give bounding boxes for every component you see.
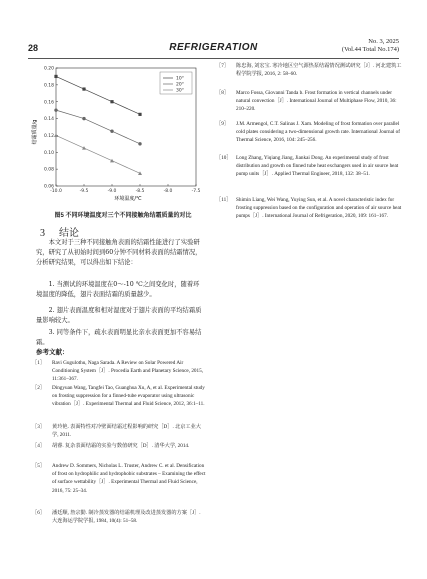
data-point	[138, 171, 142, 175]
x-tick-label: -8.5	[135, 189, 145, 194]
frost-mass-chart	[28, 62, 206, 204]
reference-text: Shimin Liang, Wei Wang, Yuying Sun, et al. A novel characteristic index for frosting suppression based on the configuration and operation of air source heat pumps［J］. International Journal of Refrigeration, 2020, 109: 161–167.	[236, 197, 402, 220]
reference-tag: ［2］	[32, 385, 45, 391]
y-tick-label: 0.10	[43, 150, 54, 156]
reference-tag: ［4］	[32, 443, 45, 449]
data-point	[138, 113, 141, 116]
reference-item	[32, 509, 208, 535]
reference-tag: ［11］	[216, 197, 232, 203]
data-point	[82, 87, 85, 90]
reference-text: Ravi Gugulothu, Naga Sarada. A Review on Solar Powered Air Conditioning System［J］. Procedia Earth and Planetary Science, 2015, 11:361–367.	[52, 360, 203, 383]
reference-item	[32, 442, 208, 460]
paragraph-conclusion-1: 1. 当测试的环境温度在0～-10 ℃之间变化时，随着环境温度的降低，翅片表面结霜的质量越少。	[36, 281, 200, 298]
reference-tag: ［9］	[216, 121, 229, 127]
x-tick-label: -9.5	[79, 189, 89, 194]
legend-label: 30°	[176, 88, 184, 94]
x-tick-label: -10.0	[50, 189, 62, 194]
reference-text: J.M. Armengol, C.T. Salinas J. Xam. Modeling of frost formation over parallel cold plates considering a two-dimensional growth rate. International Journal of Thermal Science, 2016, 104: 245–256.	[236, 121, 400, 144]
x-tick-label: -8.0	[163, 189, 173, 194]
reference-tag: ［7］	[216, 63, 229, 69]
y-tick-label: 0.16	[43, 100, 54, 106]
chart-ylabel: 结霜质量/g	[32, 119, 38, 145]
data-point	[82, 146, 86, 150]
reference-text: 胡睿. 复杂表面结霜的实验与数值研究［D］. 清华大学, 2014.	[52, 443, 190, 449]
y-tick-label: 0.08	[43, 167, 54, 173]
chart-series	[54, 75, 142, 175]
figure-caption: 图5 不同环境温度对三个不同接触角结霜质量的对比	[54, 213, 192, 219]
legend-label: 20°	[176, 82, 184, 88]
page-number: 28	[28, 43, 39, 53]
chart-xlabel: 环境温度/℃	[114, 196, 142, 202]
series-line	[56, 76, 140, 114]
section-number: 3	[40, 228, 45, 239]
reference-tag: ［3］	[32, 424, 45, 430]
reference-tag: ［1］	[32, 360, 45, 366]
data-point	[54, 75, 57, 78]
reference-item	[32, 384, 208, 424]
reference-text: 黄玲艳. 表面特性对冷壁面结霜过程影响的研究［D］. 北京工业大学, 2011.	[52, 424, 201, 439]
x-tick-label: -9.0	[107, 189, 117, 194]
data-point	[110, 130, 113, 133]
issue-number: No. 3, 2025	[368, 38, 399, 45]
y-tick-label: 0.12	[43, 134, 54, 140]
reference-item	[216, 154, 402, 198]
reference-text: Long Zhang, Yiqiang Jiang, Jiankai Dong. An experimental study of frost distribution and growth on finned tube heat exchangers used in air source heat pump units［J］. Applied Thermal Engineer, 2018, 132: 38–51.	[236, 155, 399, 178]
reference-item	[32, 423, 208, 441]
reference-tag: ［10］	[216, 155, 232, 161]
reference-text: 陈忠海, 刘宏宝. 寒冷地区空气源热泵结霜情况测试研究［J］. 河北建筑工程学院学报, 2016, 2: 58–60.	[236, 63, 402, 78]
reference-item	[216, 196, 402, 240]
paragraph-conclusion-2: 2. 翅片表面温度和相对湿度对于翅片表面的平均结霜质量影响较大。	[36, 307, 202, 324]
paragraph-intro: 本文对于三种不同接触角表面的结霜性能进行了实验研究，研究了从初始时间到60分钟不同材料表面的结霜情况，分析研究结果，可以得出如下结论：	[36, 239, 202, 266]
reference-tag: ［8］	[216, 90, 229, 96]
reference-item	[216, 89, 402, 121]
reference-text: Andrew D. Sommers, Nicholas L. Truster, Andrew C. et al. Densification of frost on hydrophilic and hydrophobic substrates – Examining the effect of surface wettability［J］. Experimental Thermal and Fluid Science, 2016, 75: 25–34.	[52, 463, 206, 494]
data-point	[110, 159, 114, 163]
y-tick-label: 0.06	[43, 184, 54, 190]
reference-item	[216, 120, 402, 156]
paragraph-conclusion-3: 3. 同等条件下，疏水表面明显比亲水表面更加不容易结霜。	[36, 329, 202, 346]
series-line	[56, 135, 140, 173]
page-header	[28, 38, 399, 58]
reference-item	[32, 462, 208, 506]
reference-text: Dingyuan Wang, Tangfei Tao, Guanghua Xu, A, et al. Experimental study on frosting suppression for a finned-tube evaporator using ultrasonic vibration［J］. Experimental Thermal and Fluid Science, 2012, 36:1–11.	[52, 385, 205, 408]
chart-legend	[160, 72, 192, 94]
data-point	[82, 117, 85, 120]
y-tick-label: 0.14	[43, 117, 54, 123]
reference-item	[216, 62, 402, 90]
reference-tag: ［6］	[32, 510, 45, 516]
x-tick-label: -7.5	[191, 189, 201, 194]
section-title: 结论	[59, 228, 79, 239]
issue-volume: (Vol.44 Total No.174)	[341, 46, 399, 53]
reference-tag: ［5］	[32, 463, 45, 469]
data-point	[138, 142, 141, 145]
header-rule	[28, 58, 399, 59]
journal-title: REFRIGERATION	[169, 42, 258, 53]
data-point	[54, 108, 57, 111]
issue-info	[342, 38, 399, 54]
references-heading: 参考文献：	[36, 349, 69, 356]
legend-label: 10°	[176, 76, 184, 82]
reference-text: Marco Fossa, Giovanni Tanda b. Frost formation in vertical channels under natural convection［J］. International Journal of Multiphase Flow, 2010, 36: 210–220.	[236, 90, 397, 113]
data-point	[110, 100, 113, 103]
y-tick-label: 0.18	[43, 83, 54, 89]
y-tick-label: 0.20	[43, 66, 54, 72]
section-heading	[40, 224, 79, 239]
series-line	[56, 110, 140, 144]
reference-text: 潘廷顺, 詹宗勤. 制冷蒸发器的结霜机理及改进蒸发器的方案［J］. 大连海运学院学报, 1984, 10(4): 51–58.	[52, 510, 201, 525]
